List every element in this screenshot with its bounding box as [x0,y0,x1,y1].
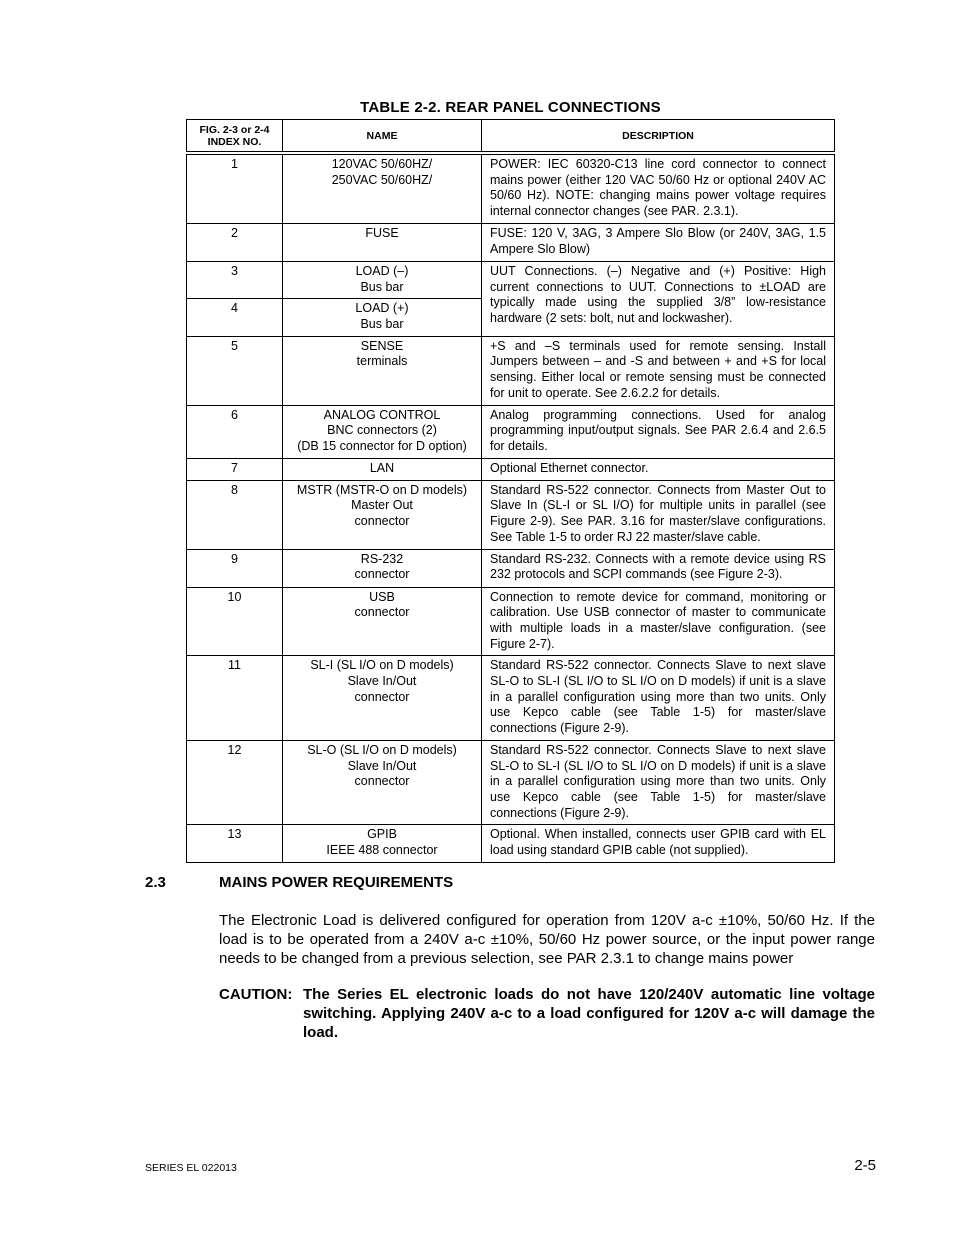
footer-document-id: SERIES EL 022013 [145,1162,237,1174]
row-description: +S and –S terminals used for remote sensing. Install Jumpers between – and -S and between + and +S for local sensing. Either local or remote sensing must be connected for unit to operate. See 2.6.2.2 for details. [482,336,835,405]
row-description: FUSE: 120 V, 3AG, 3 Ampere Slo Blow (or 240V, 3AG, 1.5 Ampere Slo Blow) [482,223,835,261]
caution-block [219,985,875,1042]
row-name: LAN [283,458,482,480]
row-description: UUT Connections. (–) Negative and (+) Positive: High current connections to UUT. Connections to ±LOAD are typically made using the supplied 3/8” low-resistance hardware (2 sets: bolt, nut and lockwasher). [482,261,835,336]
table-row [187,223,835,261]
row-name: LOAD (–) Bus bar [283,261,482,298]
row-description: Optional. When installed, connects user GPIB card with EL load using standard GPIB cable (not supplied). [482,825,835,862]
row-index: 1 [187,153,283,223]
header-description: DESCRIPTION [482,120,835,154]
body-paragraph: The Electronic Load is delivered configured for operation from 120V a-c ±10%, 50/60 Hz. If the load is to be operated from a 240V a-c ±10%, 50/60 Hz power source, or the input power range needs to be changed from a previous selection, see PAR 2.3.1 to change mains power [219,912,875,967]
row-name: 120VAC 50/60HZ/ 250VAC 50/60HZ/ [283,153,482,223]
row-description: Standard RS-522 connector. Connects Slave to next slave SL-O to SL-I (SL I/O to SL I/O on D models) if unit is a slave in a parallel configuration using more than two units. Only use Kepco cable (see Table 1-5) for master/slave connections (Figure 2-9). [482,656,835,741]
row-description: Standard RS-522 connector. Connects from Master Out to Slave In (SL-I or SL I/O) for multiple units in parallel (see Figure 2-9). See PAR. 3.16 for master/slave configurations. See Table 1-5 to order RJ 22 master/slave cable. [482,480,835,549]
row-index: 3 [187,261,283,298]
row-name: SL-I (SL I/O on D models) Slave In/Out connector [283,656,482,741]
caution-label: CAUTION: [219,986,293,1003]
row-name: MSTR (MSTR-O on D models) Master Out connector [283,480,482,549]
table-title: TABLE 2-2. REAR PANEL CONNECTIONS [360,99,661,116]
rear-panel-connections-table [186,119,835,863]
row-description: Analog programming connections. Used for analog programming input/output signals. See PAR 2.6.4 and 2.6.5 for details. [482,405,835,458]
row-name: RS-232 connector [283,549,482,587]
row-name: SL-O (SL I/O on D models) Slave In/Out connector [283,740,482,825]
table-row [187,480,835,549]
row-index: 10 [187,587,283,656]
row-index: 8 [187,480,283,549]
table-row [187,405,835,458]
row-index: 5 [187,336,283,405]
row-description: Standard RS-522 connector. Connects Slave to next slave SL-O to SL-I (SL I/O to SL I/O on D models) if unit is a slave in a parallel configuration using more than two units. Only use Kepco cable (see Table 1-5) for master/slave connections (Figure 2-9). [482,740,835,825]
row-index: 12 [187,740,283,825]
row-index: 7 [187,458,283,480]
table-row [187,549,835,587]
header-index: FIG. 2-3 or 2-4 INDEX NO. [187,120,283,154]
row-name: SENSE terminals [283,336,482,405]
row-index: 2 [187,223,283,261]
row-description: POWER: IEC 60320-C13 line cord connector to connect mains power (either 120 VAC 50/60 Hz or optional 240V AC 50/60 Hz). NOTE: changing mains power voltage requires internal connector changes (see PAR. 2.3.1). [482,153,835,223]
table-row [187,458,835,480]
table-row [187,336,835,405]
section-heading [145,874,453,891]
row-index: 9 [187,549,283,587]
table-row [187,153,835,223]
row-index: 13 [187,825,283,862]
row-name: GPIB IEEE 488 connector [283,825,482,862]
caution-text: The Series EL electronic loads do not have 120/240V automatic line voltage switching. Applying 240V a-c to a load configured for 120V a-c will damage the load. [303,986,875,1041]
section-title: MAINS POWER REQUIREMENTS [219,874,454,891]
table-row [187,261,835,298]
row-description: Standard RS-232. Connects with a remote device using RS 232 protocols and SCPI commands (see Figure 2-3). [482,549,835,587]
row-name: FUSE [283,223,482,261]
row-name: USB connector [283,587,482,656]
section-number: 2.3 [145,874,166,891]
row-index: 4 [187,299,283,336]
row-description: Optional Ethernet connector. [482,458,835,480]
table-row [187,825,835,862]
row-description: Connection to remote device for command, monitoring or calibration. Use USB connector of master to communicate with multiple loads in a master/slave configuration. (see Figure 2-7). [482,587,835,656]
row-index: 11 [187,656,283,741]
table-header-row [187,120,835,154]
table-row [187,656,835,741]
row-name: ANALOG CONTROL BNC connectors (2) (DB 15 connector for D option) [283,405,482,458]
page-number: 2-5 [854,1157,876,1174]
row-name: LOAD (+) Bus bar [283,299,482,336]
table-row [187,587,835,656]
row-index: 6 [187,405,283,458]
header-name: NAME [283,120,482,154]
table-row [187,740,835,825]
